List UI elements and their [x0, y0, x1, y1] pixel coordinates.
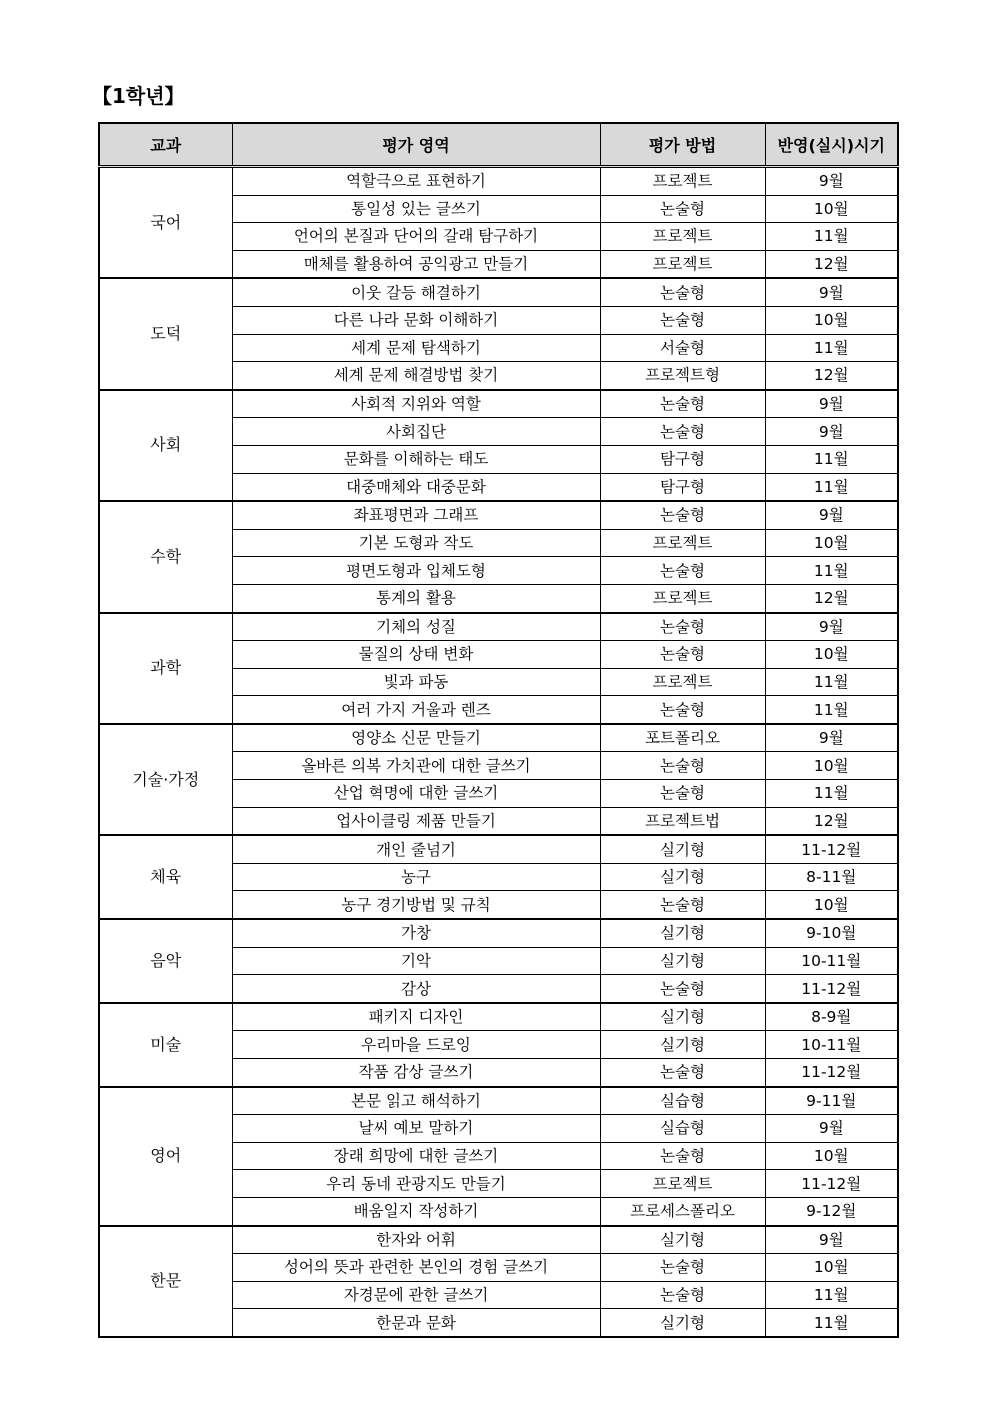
area-cell: 개인 줄넘기 — [232, 835, 600, 863]
area-cell: 배움일지 작성하기 — [232, 1197, 600, 1225]
period-cell: 10월 — [765, 195, 898, 223]
area-cell: 작품 감상 글쓰기 — [232, 1059, 600, 1087]
area-cell: 다른 나라 문화 이해하기 — [232, 306, 600, 334]
period-cell: 10월 — [765, 1254, 898, 1282]
period-cell: 11월 — [765, 1309, 898, 1337]
period-cell: 9월 — [765, 1226, 898, 1254]
period-cell: 12월 — [765, 250, 898, 278]
period-cell: 11월 — [765, 334, 898, 362]
period-cell: 9월 — [765, 278, 898, 306]
table-row — [99, 1226, 898, 1254]
area-cell: 본문 읽고 해석하기 — [232, 1087, 600, 1115]
assessment-plan-table — [98, 122, 899, 1338]
period-cell: 11월 — [765, 223, 898, 251]
area-cell: 평면도형과 입체도형 — [232, 557, 600, 585]
period-cell: 9월 — [765, 418, 898, 446]
area-cell: 장래 희망에 대한 글쓰기 — [232, 1142, 600, 1170]
area-cell: 업사이클링 제품 만들기 — [232, 807, 600, 835]
method-cell: 논술형 — [600, 1254, 765, 1282]
period-cell: 11-12월 — [765, 1170, 898, 1198]
method-cell: 프로젝트 — [600, 223, 765, 251]
period-cell: 10-11월 — [765, 1031, 898, 1059]
area-cell: 빛과 파동 — [232, 668, 600, 696]
method-cell: 실기형 — [600, 1309, 765, 1337]
page-heading: 【1학년】 — [92, 84, 185, 108]
area-cell: 언어의 본질과 단어의 갈래 탐구하기 — [232, 223, 600, 251]
header-area: 평가 영역 — [232, 123, 600, 167]
area-cell: 우리 동네 관광지도 만들기 — [232, 1170, 600, 1198]
method-cell: 프로젝트 — [600, 1170, 765, 1198]
subject-cell: 한문 — [99, 1226, 232, 1337]
method-cell: 프로젝트 — [600, 250, 765, 278]
method-cell: 논술형 — [600, 641, 765, 669]
area-cell: 성어의 뜻과 관련한 본인의 경험 글쓰기 — [232, 1254, 600, 1282]
method-cell: 실기형 — [600, 1226, 765, 1254]
method-cell: 실기형 — [600, 835, 765, 863]
method-cell: 서술형 — [600, 334, 765, 362]
method-cell: 논술형 — [600, 975, 765, 1003]
area-cell: 농구 — [232, 863, 600, 891]
period-cell: 11월 — [765, 696, 898, 724]
table-row — [99, 919, 898, 947]
subject-cell: 사회 — [99, 390, 232, 501]
method-cell: 논술형 — [600, 1142, 765, 1170]
table-body — [99, 167, 898, 1337]
area-cell: 기악 — [232, 947, 600, 975]
method-cell: 탐구형 — [600, 473, 765, 501]
area-cell: 감상 — [232, 975, 600, 1003]
area-cell: 매체를 활용하여 공익광고 만들기 — [232, 250, 600, 278]
area-cell: 패키지 디자인 — [232, 1003, 600, 1031]
method-cell: 탐구형 — [600, 445, 765, 473]
method-cell: 논술형 — [600, 1281, 765, 1309]
area-cell: 세계 문제 탐색하기 — [232, 334, 600, 362]
area-cell: 역할극으로 표현하기 — [232, 167, 600, 196]
period-cell: 8-11월 — [765, 863, 898, 891]
area-cell: 가창 — [232, 919, 600, 947]
area-cell: 사회적 지위와 역할 — [232, 390, 600, 418]
table-row — [99, 835, 898, 863]
period-cell: 10월 — [765, 641, 898, 669]
method-cell: 논술형 — [600, 613, 765, 641]
area-cell: 좌표평면과 그래프 — [232, 501, 600, 529]
table-row — [99, 1003, 898, 1031]
period-cell: 9월 — [765, 167, 898, 196]
area-cell: 영양소 신문 만들기 — [232, 724, 600, 752]
method-cell: 프로세스폴리오 — [600, 1197, 765, 1225]
period-cell: 12월 — [765, 362, 898, 390]
period-cell: 10월 — [765, 752, 898, 780]
method-cell: 논술형 — [600, 418, 765, 446]
period-cell: 10월 — [765, 891, 898, 919]
period-cell: 9월 — [765, 501, 898, 529]
area-cell: 이웃 갈등 해결하기 — [232, 278, 600, 306]
period-cell: 10월 — [765, 1142, 898, 1170]
area-cell: 농구 경기방법 및 규칙 — [232, 891, 600, 919]
period-cell: 9월 — [765, 390, 898, 418]
header-period: 반영(실시)시기 — [765, 123, 898, 167]
method-cell: 실기형 — [600, 863, 765, 891]
area-cell: 우리마을 드로잉 — [232, 1031, 600, 1059]
area-cell: 여러 가지 거울과 렌즈 — [232, 696, 600, 724]
area-cell: 한문과 문화 — [232, 1309, 600, 1337]
subject-cell: 미술 — [99, 1003, 232, 1087]
table-row — [99, 278, 898, 306]
subject-cell: 영어 — [99, 1087, 232, 1226]
subject-cell: 도덕 — [99, 278, 232, 389]
subject-cell: 음악 — [99, 919, 232, 1003]
area-cell: 한자와 어휘 — [232, 1226, 600, 1254]
method-cell: 프로젝트형 — [600, 362, 765, 390]
method-cell: 논술형 — [600, 306, 765, 334]
period-cell: 10월 — [765, 306, 898, 334]
area-cell: 대중매체와 대중문화 — [232, 473, 600, 501]
period-cell: 9월 — [765, 1115, 898, 1143]
area-cell: 자경문에 관한 글쓰기 — [232, 1281, 600, 1309]
area-cell: 물질의 상태 변화 — [232, 641, 600, 669]
area-cell: 기본 도형과 작도 — [232, 529, 600, 557]
subject-cell: 국어 — [99, 167, 232, 279]
method-cell: 논술형 — [600, 195, 765, 223]
period-cell: 9월 — [765, 724, 898, 752]
period-cell: 11-12월 — [765, 835, 898, 863]
method-cell: 논술형 — [600, 390, 765, 418]
period-cell: 12월 — [765, 807, 898, 835]
method-cell: 프로젝트법 — [600, 807, 765, 835]
method-cell: 논술형 — [600, 1059, 765, 1087]
period-cell: 9월 — [765, 613, 898, 641]
header-method: 평가 방법 — [600, 123, 765, 167]
method-cell: 실습형 — [600, 1115, 765, 1143]
period-cell: 9-10월 — [765, 919, 898, 947]
period-cell: 11-12월 — [765, 1059, 898, 1087]
method-cell: 논술형 — [600, 780, 765, 808]
period-cell: 12월 — [765, 584, 898, 612]
method-cell: 논술형 — [600, 278, 765, 306]
area-cell: 날씨 예보 말하기 — [232, 1115, 600, 1143]
area-cell: 사회집단 — [232, 418, 600, 446]
area-cell: 통계의 활용 — [232, 584, 600, 612]
area-cell: 세계 문제 해결방법 찾기 — [232, 362, 600, 390]
table-row — [99, 724, 898, 752]
table-row — [99, 613, 898, 641]
period-cell: 11월 — [765, 557, 898, 585]
table-row — [99, 501, 898, 529]
period-cell: 8-9월 — [765, 1003, 898, 1031]
header-row — [99, 123, 898, 167]
period-cell: 10-11월 — [765, 947, 898, 975]
method-cell: 포트폴리오 — [600, 724, 765, 752]
table-row — [99, 1087, 898, 1115]
period-cell: 11월 — [765, 473, 898, 501]
area-cell: 통일성 있는 글쓰기 — [232, 195, 600, 223]
period-cell: 11월 — [765, 668, 898, 696]
area-cell: 산업 혁명에 대한 글쓰기 — [232, 780, 600, 808]
method-cell: 논술형 — [600, 696, 765, 724]
subject-cell: 수학 — [99, 501, 232, 612]
method-cell: 프로젝트 — [600, 167, 765, 196]
period-cell: 10월 — [765, 529, 898, 557]
method-cell: 논술형 — [600, 752, 765, 780]
method-cell: 프로젝트 — [600, 584, 765, 612]
area-cell: 기체의 성질 — [232, 613, 600, 641]
method-cell: 프로젝트 — [600, 668, 765, 696]
period-cell: 9-11월 — [765, 1087, 898, 1115]
area-cell: 올바른 의복 가치관에 대한 글쓰기 — [232, 752, 600, 780]
method-cell: 논술형 — [600, 557, 765, 585]
table-row — [99, 390, 898, 418]
subject-cell: 체육 — [99, 835, 232, 919]
method-cell: 실기형 — [600, 919, 765, 947]
period-cell: 11월 — [765, 445, 898, 473]
method-cell: 실기형 — [600, 1031, 765, 1059]
method-cell: 논술형 — [600, 891, 765, 919]
period-cell: 11월 — [765, 780, 898, 808]
method-cell: 실기형 — [600, 947, 765, 975]
period-cell: 9-12월 — [765, 1197, 898, 1225]
area-cell: 문화를 이해하는 태도 — [232, 445, 600, 473]
subject-cell: 기술·가정 — [99, 724, 232, 835]
method-cell: 실기형 — [600, 1003, 765, 1031]
method-cell: 프로젝트 — [600, 529, 765, 557]
subject-cell: 과학 — [99, 613, 232, 724]
method-cell: 실습형 — [600, 1087, 765, 1115]
method-cell: 논술형 — [600, 501, 765, 529]
table-row — [99, 167, 898, 196]
period-cell: 11월 — [765, 1281, 898, 1309]
period-cell: 11-12월 — [765, 975, 898, 1003]
header-subject: 교과 — [99, 123, 232, 167]
